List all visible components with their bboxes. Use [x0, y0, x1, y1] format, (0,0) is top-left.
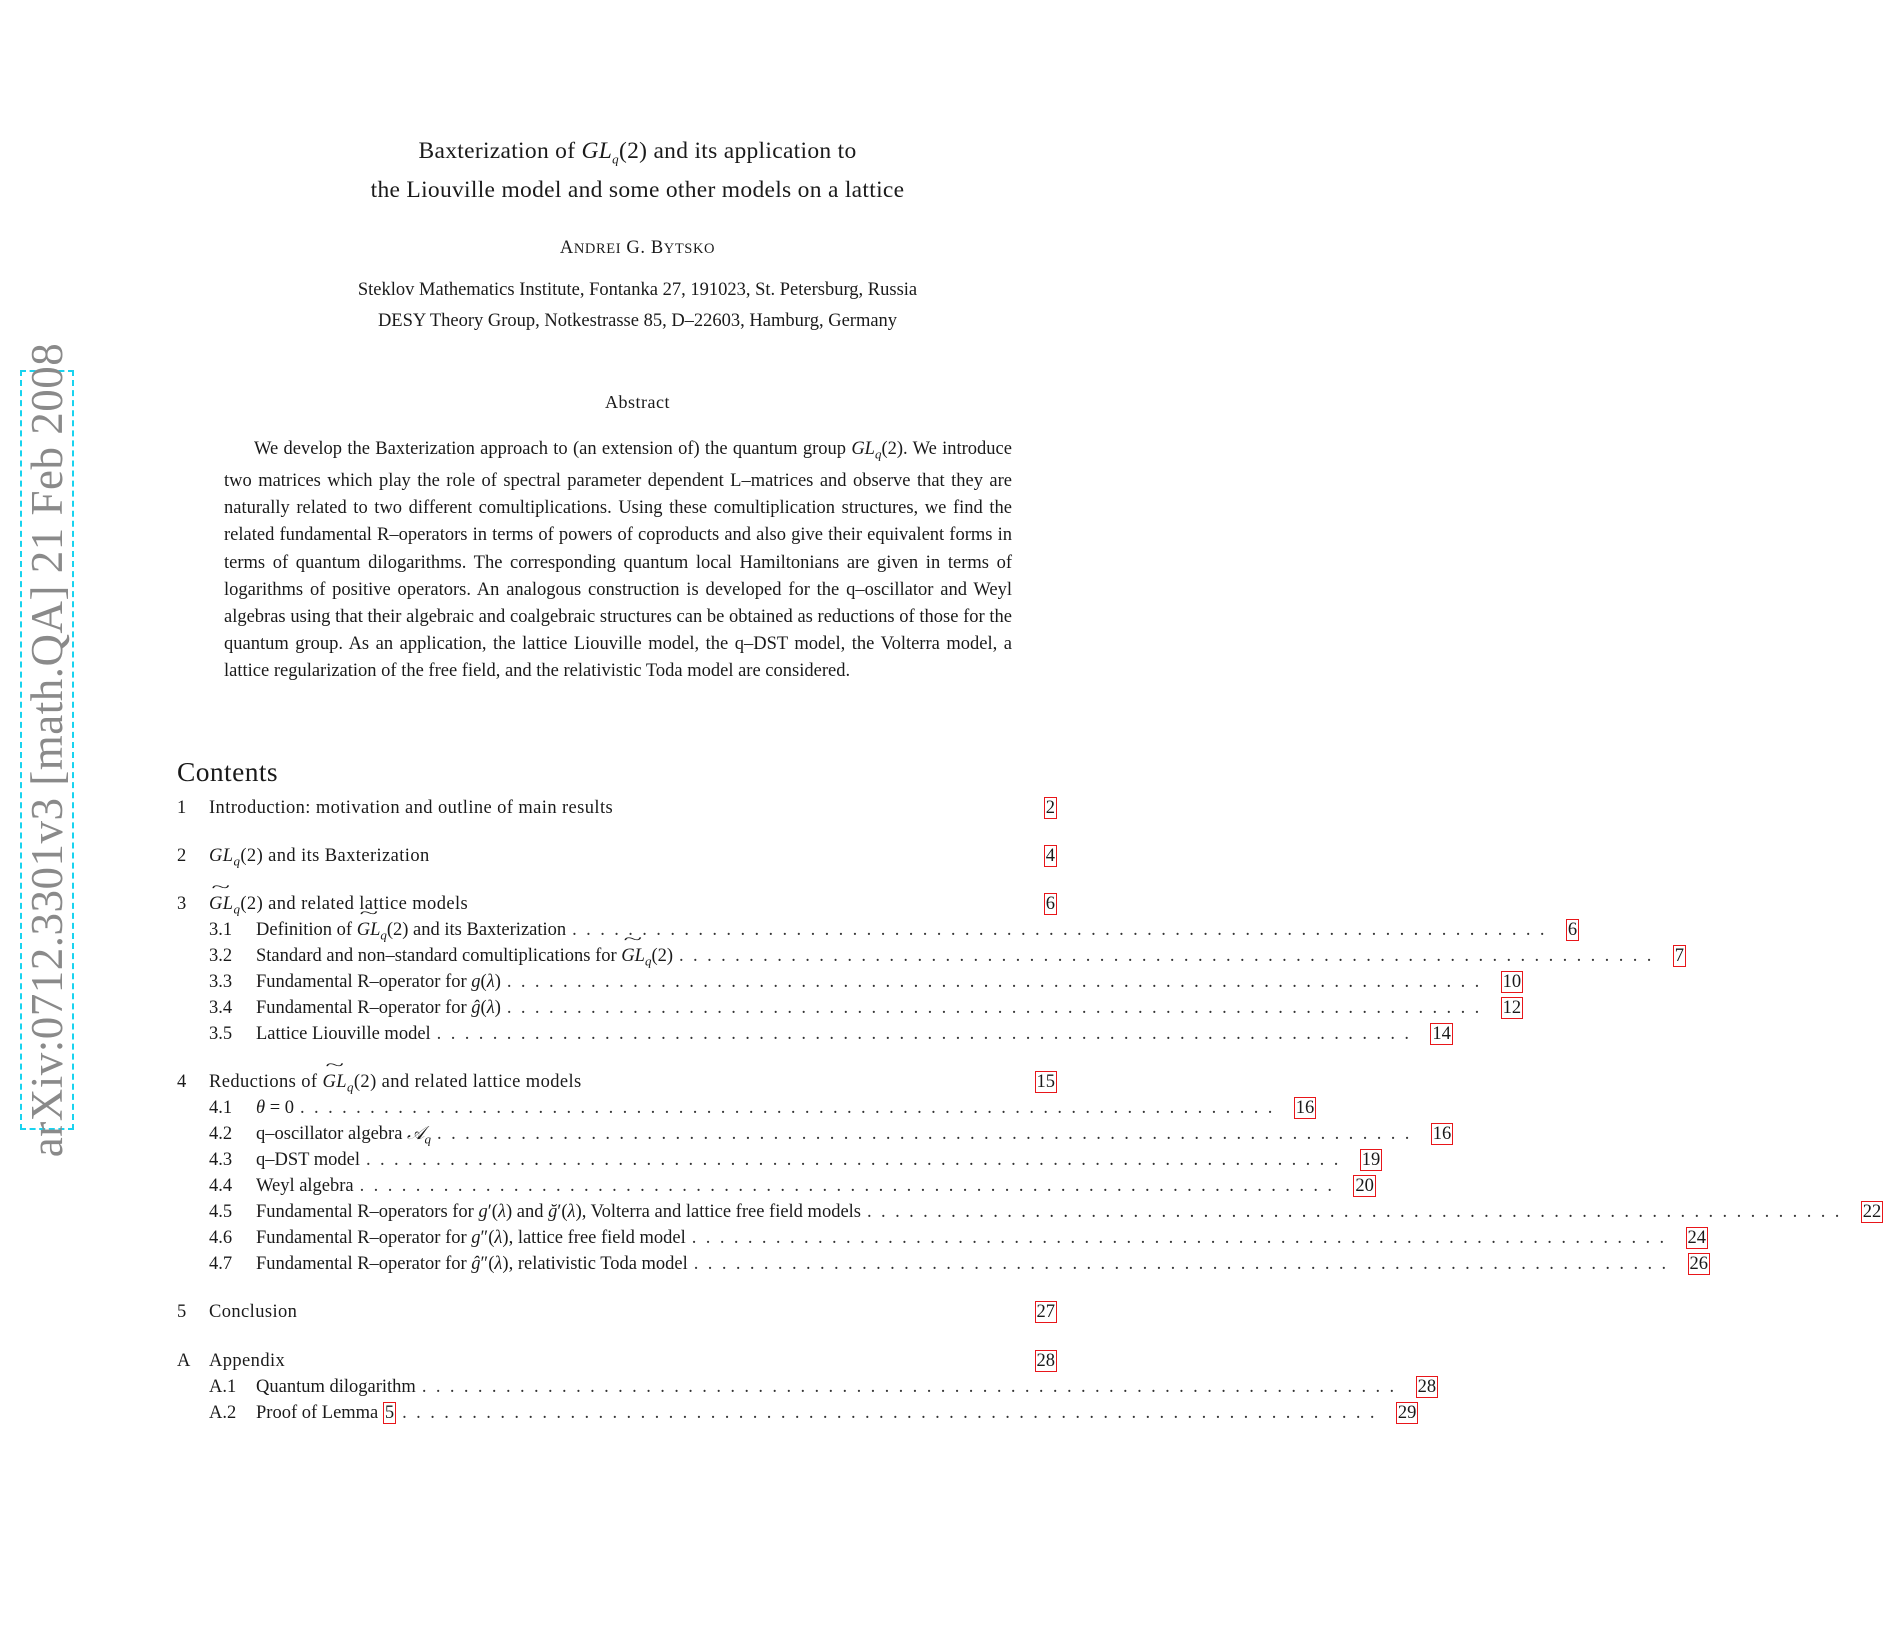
toc-number: 1	[177, 798, 187, 818]
toc-number: 4.7	[209, 1254, 233, 1274]
toc-page-link[interactable]: 27	[1036, 1302, 1055, 1322]
arxiv-stamp[interactable]	[20, 342, 74, 1158]
toc-number: 4.1	[209, 1098, 233, 1118]
toc-page-link[interactable]: 10	[1502, 972, 1522, 992]
toc-page-link[interactable]: 7	[1674, 946, 1685, 966]
toc-entry[interactable]	[177, 1227, 1707, 1254]
toc-entry[interactable]	[177, 997, 1522, 1024]
toc-title: Lattice Liouville model	[256, 1024, 431, 1044]
toc-number: 4.6	[209, 1228, 233, 1248]
toc-leader-dots: ......................................................................	[693, 1254, 1676, 1274]
toc-number: 4.2	[209, 1124, 233, 1144]
toc-leader-dots: ......................................................................	[421, 1377, 1404, 1397]
toc-title: θ = 0	[256, 1098, 295, 1118]
abstract-text: We develop the Baxterization approach to (an extension of) the quantum group $GL_q(2)$. We introduce two matrices which play the role of spectral parameter dependent L–matrices and observe that they are naturally related to two different comultiplications. Using these comultiplication structures, we find the related fundamental R–operators in terms of powers of coproducts and also give their equivalent forms in terms of quantum dilogarithms. The corresponding quantum local Hamiltonians are given in terms of logarithms of positive operators. An analogous construction is developed for the q–oscillator and Weyl algebras using that their algebraic and coalgebraic structures can be obtained as reductions of those for the quantum group. As an application, the lattice Liouville model, the q–DST model, the Volterra model, a lattice regularization of the free field, and the relativistic Toda model are considered.	[224, 439, 1012, 682]
toc-leader-dots: ......................................................................	[436, 1024, 1419, 1044]
toc-page-link[interactable]: 20	[1355, 1176, 1374, 1196]
toc-number: 3.4	[209, 998, 233, 1018]
toc-number: 4.4	[209, 1176, 233, 1196]
toc-title: Fundamental R–operators for g′(λ) and ğ′(λ), Volterra and lattice free field models	[256, 1202, 862, 1222]
toc-page-link[interactable]: 19	[1361, 1150, 1381, 1170]
toc-number: A.1	[209, 1377, 237, 1397]
toc-page-link[interactable]: 16	[1432, 1124, 1452, 1144]
toc-entry[interactable]	[177, 1350, 1057, 1377]
toc-entry[interactable]	[177, 1023, 1451, 1050]
toc-entry[interactable]	[177, 1097, 1315, 1124]
toc-leader-dots: ......................................................................	[300, 1098, 1282, 1118]
toc-page-link[interactable]: 14	[1432, 1024, 1451, 1044]
toc-number: 2	[177, 846, 187, 866]
toc-entry[interactable]	[177, 1301, 1057, 1328]
toc-leader-dots: ......................................................................	[359, 1176, 1342, 1196]
toc-page-link[interactable]: 22	[1862, 1202, 1882, 1222]
toc-leader-dots: ......................................................................	[402, 1403, 1384, 1423]
toc-title: q–oscillator algebra 𝒜$_q$	[256, 1124, 432, 1147]
toc-page-link[interactable]: 4	[1045, 846, 1055, 866]
toc-number: 3.3	[209, 972, 233, 992]
toc-entry[interactable]	[177, 1175, 1374, 1202]
toc-entry[interactable]	[177, 1149, 1381, 1176]
toc-leader-dots: ......................................................................	[679, 946, 1661, 966]
toc-entry[interactable]	[177, 1402, 1417, 1429]
author-name: ANDREI G. BYTSKO	[559, 237, 716, 258]
toc-page-link[interactable]: 26	[1689, 1254, 1709, 1274]
toc-title: Fundamental R–operator for g″(λ), lattice free field model	[256, 1228, 686, 1248]
toc-title: Introduction: motivation and outline of main results	[209, 798, 614, 818]
toc-leader-dots: ......................................................................	[867, 1202, 1849, 1222]
toc-title: Fundamental R–operator for ĝ″(λ), relativistic Toda model	[256, 1254, 688, 1274]
toc-entry[interactable]	[177, 1071, 1057, 1098]
toc-number: A.2	[209, 1403, 237, 1423]
paper-title	[0, 136, 1275, 206]
toc-title: Weyl algebra	[256, 1176, 354, 1196]
toc-entry[interactable]	[177, 1201, 1882, 1228]
toc-number: 3.2	[209, 946, 233, 966]
title-line-2: the Liouville model and some other models on a lattice	[370, 176, 905, 203]
toc-page-link[interactable]: 24	[1687, 1228, 1707, 1248]
toc-title: Fundamental R–operator for ĝ(λ)	[256, 998, 501, 1018]
toc-page-link[interactable]: 6	[1567, 920, 1578, 940]
toc-title: ~ $GL_q(2)$ and related lattice models	[209, 894, 468, 918]
toc-page-link[interactable]: 16	[1295, 1098, 1315, 1118]
toc-title: $GL_q(2)$ and its Baxterization	[209, 846, 430, 869]
toc-leader-dots: ......................................................................	[506, 972, 1489, 992]
toc-entry[interactable]	[177, 1376, 1437, 1403]
toc-entry[interactable]	[177, 893, 1057, 920]
toc-title: Quantum dilogarithm	[256, 1377, 416, 1397]
toc-number: 4.5	[209, 1202, 233, 1222]
toc-number: 3	[177, 894, 187, 914]
toc-title: Standard and non–standard comultiplications for ~ $GL_q(2)$	[256, 946, 673, 970]
toc-title: Appendix	[209, 1351, 286, 1371]
toc-number: A	[177, 1351, 191, 1371]
toc-page-link[interactable]: 29	[1397, 1403, 1417, 1423]
toc-entry[interactable]	[177, 945, 1685, 972]
affiliation-2: DESY Theory Group, Notkestrasse 85, D–22603, Hamburg, Germany	[377, 310, 898, 331]
toc-number: 4.3	[209, 1150, 233, 1170]
toc-page-link[interactable]: 28	[1417, 1377, 1437, 1397]
toc-leader-dots: ......................................................................	[691, 1228, 1674, 1248]
toc-page-link[interactable]: 2	[1045, 798, 1055, 818]
toc-entry[interactable]	[177, 971, 1522, 998]
toc-entry[interactable]	[177, 1123, 1452, 1150]
toc-title: Definition of ~ $GL_q(2)$ and its Baxterization	[256, 920, 566, 944]
lemma-ref-link[interactable]: 5	[384, 1403, 395, 1423]
toc-title: Reductions of ~ $GL_q(2)$ and related lattice models	[209, 1072, 582, 1096]
toc-number: 3.1	[209, 920, 233, 940]
toc-entry[interactable]	[177, 1253, 1709, 1280]
toc-leader-dots: ......................................................................	[365, 1150, 1348, 1170]
toc-number: 4	[177, 1072, 187, 1092]
affiliations	[0, 275, 1275, 337]
title-line-1: Baxterization of $GL_q(2)$ and its application to	[418, 138, 857, 167]
toc-title: Conclusion	[209, 1302, 298, 1322]
title-block	[0, 136, 1275, 337]
contents-heading: Contents	[177, 756, 278, 787]
toc-number: 3.5	[209, 1024, 233, 1044]
toc-leader-dots: ......................................................................	[437, 1124, 1419, 1144]
toc-leader-dots: ......................................................................	[506, 998, 1489, 1018]
toc-leader-dots: ......................................................................	[572, 920, 1554, 940]
toc-entry[interactable]	[177, 845, 1057, 872]
arxiv-identifier: arXiv:0712.3301v3 [math.QA] 21 Feb 2008	[22, 342, 72, 1158]
abstract-heading: Abstract	[605, 392, 670, 412]
toc-page-link[interactable]: 12	[1502, 998, 1522, 1018]
toc-entry[interactable]	[177, 797, 1057, 824]
toc-page-link[interactable]: 6	[1045, 894, 1055, 914]
toc-title: q–DST model	[256, 1150, 360, 1170]
toc-title: Fundamental R–operator for g(λ)	[256, 972, 501, 992]
toc-page-link[interactable]: 28	[1036, 1351, 1055, 1371]
affiliation-1: Steklov Mathematics Institute, Fontanka 27, 191023, St. Petersburg, Russia	[357, 279, 918, 300]
toc-number: 5	[177, 1302, 187, 1322]
toc-page-link[interactable]: 15	[1036, 1072, 1055, 1092]
toc-title: Proof of Lemma 5	[256, 1403, 395, 1423]
